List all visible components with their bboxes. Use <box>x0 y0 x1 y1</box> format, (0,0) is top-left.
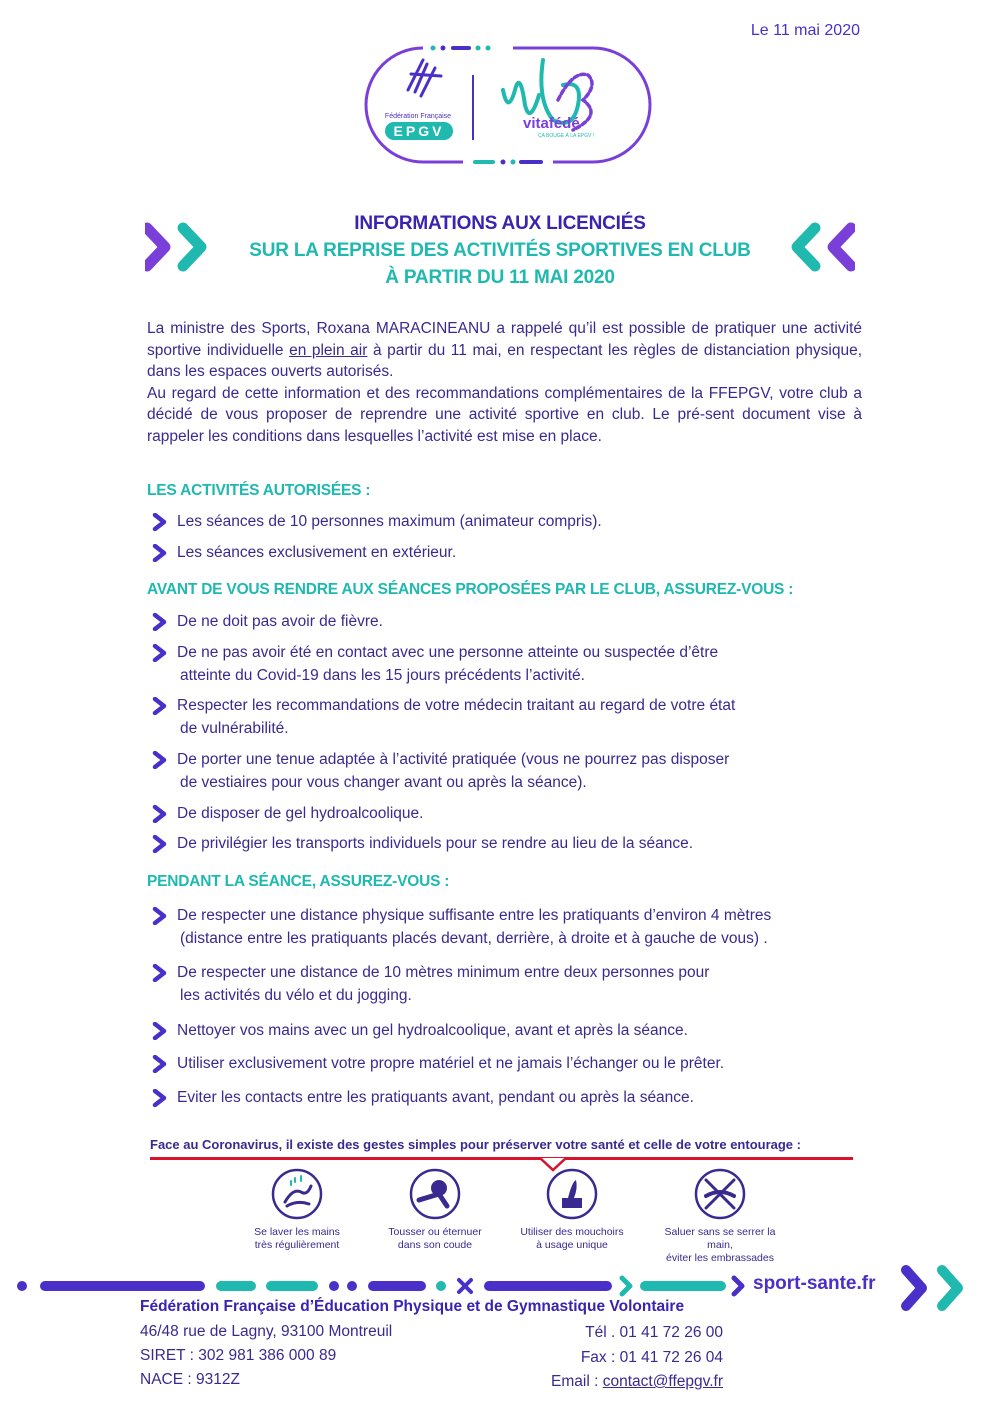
list-item: Les séances de 10 personnes maximum (animateur compris). <box>152 510 862 533</box>
list-item: Respecter les recommandations de votre médecin traitant au regard de votre état de vulnérabilité. <box>152 694 862 740</box>
intro-paragraph-1: La ministre des Sports, Roxana MARACINEANU a rappelé qu’il est possible de pratiquer une activité sportive individuelle en plein air à partir du 11 mai, en respectant les règles de distanciation physique, dans les espaces ouverts autorisés. <box>147 320 863 380</box>
section-heading-before: AVANT DE VOUS RENDRE AUX SÉANCES PROPOSÉES PAR LE CLUB, ASSUREZ-VOUS : <box>147 581 794 598</box>
chevron-bullet-icon <box>152 835 168 853</box>
federation-nace: NACE : 9312Z <box>140 1371 240 1388</box>
logo-vitafede: vitafédé <box>523 115 580 132</box>
logo-vitafede-sub: ÇA BOUGE À LA EPGV ! <box>538 133 595 139</box>
list-item: Eviter les contacts entre les pratiquants avant, pendant ou après la séance. <box>152 1086 862 1109</box>
federation-tel: Tél . 01 41 72 26 00 <box>585 1324 723 1341</box>
email-link[interactable]: contact@ffepgv.fr <box>602 1373 723 1390</box>
covid-divider <box>150 1157 853 1160</box>
tissue-icon <box>546 1168 598 1220</box>
footer-chevrons-icon <box>900 1264 972 1312</box>
chevron-bullet-icon <box>152 697 168 715</box>
logo-fed-big: EPGV <box>393 123 445 139</box>
covid-heading: Face au Coronavirus, il existe des gestes simples pour préserver votre santé et celle de votre entourage : <box>150 1137 801 1152</box>
list-item: Les séances exclusivement en extérieur. <box>152 541 862 564</box>
list-item: De porter une tenue adaptée à l’activité pratiquée (vous ne pourrez pas disposer de vestiaires pour vous changer avant ou après la séance). <box>152 748 862 794</box>
federation-siret: SIRET : 302 981 386 000 89 <box>140 1347 337 1364</box>
chevron-bullet-icon <box>152 544 168 562</box>
gesture-no-handshake: Saluer sans se serrer la main, éviter les embrassades <box>660 1168 780 1265</box>
federation-fax: Fax : 01 41 72 26 04 <box>580 1349 723 1366</box>
list-item: De privilégier les transports individuels pour se rendre au lieu de la séance. <box>152 832 862 855</box>
title-line-3: À PARTIR DU 11 MAI 2020 <box>385 267 615 288</box>
intro-text <box>147 318 862 447</box>
chevron-bullet-icon <box>152 1055 168 1073</box>
chevron-bullet-icon <box>152 964 168 982</box>
title-line-2: SUR LA REPRISE DES ACTIVITÉS SPORTIVES EN CLUB <box>249 240 751 261</box>
list-item: De ne pas avoir été en contact avec une personne atteinte ou suspectée d’être atteinte du Covid-19 dans les 15 jours précédents l’activité. <box>152 641 862 687</box>
chevron-bullet-icon <box>152 1089 168 1107</box>
gesture-elbow-cough: Tousser ou éternuer dans son coude <box>375 1168 495 1252</box>
list-item: De ne doit pas avoir de fièvre. <box>152 610 862 633</box>
chevron-bullet-icon <box>152 751 168 769</box>
no-handshake-icon <box>694 1168 746 1220</box>
chevron-bullet-icon <box>152 613 168 631</box>
gesture-hand-wash: Se laver les mains très régulièrement <box>237 1168 357 1252</box>
chevron-bullet-icon <box>152 513 168 531</box>
chevron-bullet-icon <box>152 644 168 662</box>
document-title <box>140 210 860 291</box>
chevron-bullet-icon <box>152 907 168 925</box>
elbow-cough-icon <box>409 1168 461 1220</box>
gesture-tissue: Utiliser des mouchoirs à usage unique <box>512 1168 632 1252</box>
sport-sante-link[interactable]: sport-sante.fr <box>753 1273 876 1294</box>
logo-fed-small: Fédération Française <box>384 113 452 120</box>
chevron-bullet-icon <box>152 805 168 823</box>
epgv-vitafede-logo <box>363 30 653 170</box>
federation-address: 46/48 rue de Lagny, 93100 Montreuil <box>140 1323 393 1340</box>
federation-email: Email : contact@ffepgv.fr <box>551 1373 723 1390</box>
hand-wash-icon <box>271 1168 323 1220</box>
list-item: Nettoyer vos mains avec un gel hydroalcoolique, avant et après la séance. <box>152 1019 862 1042</box>
section-heading-during: PENDANT LA SÉANCE, ASSUREZ-VOUS : <box>147 873 450 890</box>
intro-paragraph-2: Au regard de cette information et des recommandations complémentaires de la FFEPGV, votre club a décidé de vous proposer de reprendre une activité sportive en club. Le pré-sent document vise à rappeler les conditions dans lesquelles l’activité est mise en place. <box>147 384 862 445</box>
list-item: De disposer de gel hydroalcoolique. <box>152 802 862 825</box>
document-date: Le 11 mai 2020 <box>750 22 860 39</box>
title-line-1: INFORMATIONS AUX LICENCIÉS <box>354 213 646 234</box>
list-item: De respecter une distance physique suffisante entre les pratiquants d’environ 4 mètres (distance entre les pratiquants placés devant, derrière, à droite et à gauche de vous) . <box>152 904 862 950</box>
chevron-bullet-icon <box>152 1022 168 1040</box>
section-heading-allowed: LES ACTIVITÉS AUTORISÉES : <box>147 482 371 499</box>
list-item: Utiliser exclusivement votre propre matériel et ne jamais l’échanger ou le prêter. <box>152 1052 862 1075</box>
federation-name: Fédération Française d’Éducation Physique et de Gymnastique Volontaire <box>140 1298 685 1315</box>
list-item: De respecter une distance de 10 mètres minimum entre deux personnes pour les activités du vélo et du jogging. <box>152 961 862 1007</box>
